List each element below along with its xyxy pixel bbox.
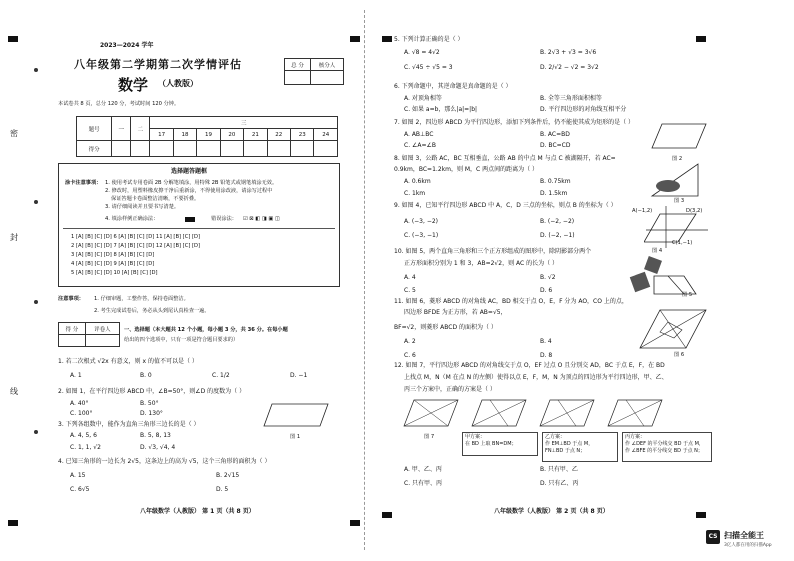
plan-yi-text: 作 EM⊥BD 于点 M， [545,441,594,447]
point-c-coordinate: C(1,−1) [672,240,693,246]
question-number: 19 [197,129,220,141]
q10-option-c[interactable]: C. 5 [404,287,416,294]
total-score-label: 总 分 [285,59,311,71]
q9-option-b[interactable]: B. (−2, −2) [540,218,575,225]
question-11-cont2: BF=√2，则菱形 ABCD 的面积为（ ） [394,324,497,331]
section-score-label: 得 分 [59,323,86,335]
registration-mark [350,36,360,42]
checker-label: 核分人 [310,59,343,71]
q11-option-b[interactable]: B. 4 [540,338,552,345]
question-12-cont2: 丙三个方案中，正确的方案是（ ） [404,386,496,393]
scanner-app-name: 扫描全能王 [724,531,764,540]
score-cell[interactable] [173,141,196,157]
question-number: 18 [173,129,196,141]
q2-option-a[interactable]: A. 40° [70,400,89,407]
q1-option-d[interactable]: D. −1 [290,372,308,379]
figure-5-squares [628,254,708,300]
q3-option-a[interactable]: A. 4, 5, 6 [70,432,97,439]
point-d-coordinate: D(3,2) [686,208,703,214]
point-a-coordinate: A(−1,2) [632,208,653,214]
q3-option-c[interactable]: C. 1, 1, √2 [70,444,101,451]
school-year: 2023—2024 学年 [100,42,154,49]
q4-option-c[interactable]: C. 6√5 [70,486,90,493]
registration-mark [696,36,706,42]
q4-option-b[interactable]: B. 2√15 [216,472,240,479]
q10-option-b[interactable]: B. √2 [540,274,556,281]
plan-yi-label: 乙方案： [545,434,566,440]
binder-seal: 密 [10,129,18,138]
checker-cell[interactable] [310,71,343,85]
q11-option-c[interactable]: C. 6 [404,352,416,359]
registration-mark [382,512,392,518]
q6-option-c[interactable]: C. 如果 a=b，那么|a|=|b| [404,106,478,113]
q12-option-b[interactable]: B. 只有甲、乙 [540,466,578,473]
question-11-cont: 四边形 BFDE 为正方形，若 AB=√5， [404,309,507,316]
answer-row[interactable]: 4 [A] [B] [C] [D] 9 [A] [B] [C] [D] [71,261,155,267]
q11-option-a[interactable]: A. 2 [404,338,416,345]
q6-option-d[interactable]: D. 平行四边形的对角线互相平分 [540,106,627,113]
figure-6-label: 图 6 [674,352,685,358]
binder-dot [34,68,38,72]
score-table [76,116,338,157]
attention-label: 注意事项： [58,296,84,302]
plan-yi [542,432,618,462]
plan-bing-text: 作 ∠DEF 的平分线交 BD 于点 M， [625,441,704,447]
q1-option-c[interactable]: C. 1/2 [212,372,230,379]
page-2 [382,0,794,561]
score-cell[interactable] [197,141,220,157]
q6-option-b[interactable]: B. 全等三角形面积相等 [540,95,602,102]
edition-label: （人教版） [158,79,198,88]
question-8-cont: 0.9km，BC=1.2km，则 M，C 两点间的距离为（ ） [394,166,539,173]
question-10: 10. 如图 5，两个直角三角形和三个正方形组成的图形中，除阴影部分两个 [394,248,592,255]
score-table-header: 题号 [77,117,112,141]
question-12-cont: 上找点 M，N（M 在点 N 的左侧）使得以点 E，F，M，N 为顶点的四边形为平行四边形，甲、乙、 [404,374,668,381]
section-grader-cell[interactable] [85,335,119,347]
exam-notice: 本试卷共 8 页，总分 120 分，考试时间 120 分钟。 [58,101,180,107]
answer-sheet-box [58,163,340,287]
question-6: 6. 下列命题中，其逆命题是真命题的是（ ） [394,83,512,90]
answer-box-title: 选择题答题框 [171,168,208,175]
question-7: 7. 如图 2，四边形 ABCD 为平行四边形，添加下列条件后，仍不能使其成为矩形的是（ ） [394,119,635,126]
rule-line: 1. 使用考试专用卷面 2B 分解笔填涂，用特殊 2B 铅笔式或钢笔填涂无效。 [105,180,278,186]
question-number: 17 [150,129,173,141]
section-score-cell[interactable] [59,335,86,347]
q1-option-a[interactable]: A. 1 [70,372,82,379]
rule-line: 4. 填涂样例正确涂法： [105,216,159,222]
q2-option-b[interactable]: B. 50° [140,400,159,407]
question-11: 11. 如图 6，菱形 ABCD 的对角线 AC，BD 相交于点 O，E，F 分为 AO，CO 上的点， [394,298,628,305]
q8-option-d[interactable]: D. 1.5km [540,190,568,197]
score-row-label: 得分 [77,141,112,157]
score-table-header: 二 [131,117,150,141]
question-5: 5. 下列计算正确的是（ ） [394,36,464,43]
q11-option-d[interactable]: D. 8 [540,352,553,359]
q3-option-d[interactable]: D. √3, √4, 4 [140,444,176,451]
page-divider [364,10,365,550]
q3-option-b[interactable]: B. 5, 8, 13 [140,432,171,439]
attention-line: 2. 考生完成试卷后，务必从头到尾认真检查一遍。 [94,308,210,314]
figure-7-parallelograms [402,396,698,432]
score-cell[interactable] [112,141,131,157]
q4-option-d[interactable]: D. 5 [216,486,229,493]
question-10-cont: 正方形面积分别为 1 和 3，AB=2√2，则 AC 的长为（ ） [404,260,558,267]
question-4: 4. 已知三角形的一边长为 2√5，这条边上的高为 √5，这个三角形的面积为（ ） [58,458,271,465]
registration-mark [8,520,18,526]
binder-cut: 封 [10,233,18,242]
q8-option-c[interactable]: C. 1km [404,190,426,197]
question-number: 23 [291,129,314,141]
question-2: 2. 如图 1，在平行四边形 ABCD 中，∠B=50°，则∠D 的度数为（ ） [58,388,246,395]
question-number: 22 [267,129,290,141]
scanner-app-tagline: 3亿人都在用的扫描App [724,543,772,548]
binder-dot [34,300,38,304]
figure-1-parallelogram [262,398,334,434]
q5-option-d[interactable]: D. 2/√2 − √2 = 3√2 [540,64,599,71]
rule-line: 3. 请仔细阅读并且要书写清楚。 [105,204,180,210]
score-cell[interactable] [291,141,314,157]
figure-5-label: 图 5 [682,292,693,298]
wrong-fill-samples: ☑ ⊠ ◧ ◨ ▣ ◫ [243,216,280,222]
attention-line: 1. 仔细审题，工整作答，保持卷面整洁。 [94,296,189,302]
answer-row[interactable]: 3 [A] [B] [C] [D] 8 [A] [B] [C] [D] [71,252,155,258]
q8-option-b[interactable]: B. 0.75km [540,178,571,185]
answer-row[interactable]: 1 [A] [B] [C] [D] 6 [A] [B] [C] [D] 11 [A] [B] [C] [D] [71,234,201,240]
figure-4-label: 图 4 [652,248,663,254]
binder-line: 线 [10,387,18,396]
q7-option-b[interactable]: B. AC=BD [540,131,570,138]
score-table-header: 一 [112,117,131,141]
question-9: 9. 如图 4，已知平行四边形 ABCD 中 A，C，D 三点的坐标，则点 B 的坐标为（ ） [394,202,617,209]
figure-2-parallelogram [650,118,710,158]
figure-1-label: 图 1 [290,434,301,440]
question-number: 24 [314,129,338,141]
total-score-cell[interactable] [285,71,311,85]
binder-dot [34,430,38,434]
score-cell[interactable] [267,141,290,157]
scanner-logo-icon: CS [706,530,720,544]
q9-option-c[interactable]: C. (−3, −1) [404,232,439,239]
figure-6-rhombus [638,306,710,352]
question-3: 3. 下列各组数中，能作为直角三角形三边长的是（ ） [58,421,200,428]
score-cell[interactable] [131,141,150,157]
q9-option-a[interactable]: A. (−3, −2) [404,218,438,225]
section1-heading: 一、选择题（本大题共 12 个小题，每小题 3 分，共 36 分。在每小题 [124,327,288,333]
q2-option-c[interactable]: C. 100° [70,410,93,417]
rules-label: 涂卡注意事项： [65,180,102,186]
q5-option-c[interactable]: C. √45 ÷ √5 = 3 [404,64,453,71]
q12-option-c[interactable]: C. 只有甲、丙 [404,480,443,487]
q10-option-d[interactable]: D. 6 [540,287,553,294]
divider [63,228,335,229]
figure-7-label: 图 7 [424,434,435,440]
q1-option-b[interactable]: B. 0 [140,372,152,379]
plan-bing-label: 丙方案： [625,434,646,440]
score-cell[interactable] [244,141,267,157]
registration-mark [382,36,392,42]
question-12: 12. 如图 7，平行四边形 ABCD 的对角线交于点 O，EF 过点 O 且分别交 AD，BC 于点 E，F，在 BD [394,362,665,369]
registration-mark [696,512,706,518]
q2-option-d[interactable]: D. 130° [140,410,163,417]
question-number: 20 [220,129,243,141]
page-footer: 八年级数学（人教版） 第 1 页（共 8 页） [140,508,255,515]
question-1: 1. 若二次根式 √2x 有意义，则 x 的值不可以是（ ） [58,358,198,365]
question-8: 8. 如图 3，公路 AC，BC 互相垂直，公路 AB 的中点 M 与点 C 被湖隔开，若 AC= [394,155,616,162]
correct-fill-sample [185,217,195,222]
figure-2-label: 图 2 [672,156,683,162]
plan-jia-text: 在 BD 上取 BN=DM； [465,441,517,447]
registration-mark [350,520,360,526]
q7-option-c[interactable]: C. ∠A=∠B [404,142,437,149]
binder-dot [34,200,38,204]
q10-option-a[interactable]: A. 4 [404,274,416,281]
rule-line: 2. 修改时，用塑料橡皮擦干净后重新涂，不得使用涂改液，请涂写过程中 [105,188,273,194]
figure-3-lake [648,160,702,200]
q9-option-d[interactable]: D. (−2, −1) [540,232,575,239]
subject-title: 数学 [118,76,149,94]
registration-mark [8,36,18,42]
page-footer: 八年级数学（人教版） 第 2 页（共 8 页） [494,508,609,515]
plan-jia-label: 甲方案： [465,434,486,440]
wrong-label: 错误涂法： [211,216,237,222]
q6-option-a[interactable]: A. 对顶角相等 [404,95,442,102]
score-table-header: 三 [150,117,338,129]
q4-option-a[interactable]: A. 15 [70,472,86,479]
q12-option-a[interactable]: A. 甲、乙、丙 [404,466,442,473]
rule-line: 保证答题卡卷面整洁清晰，不要折叠。 [111,196,200,202]
score-cell[interactable] [314,141,338,157]
section-grader-label: 评卷人 [85,323,119,335]
q5-option-b[interactable]: B. 2√3 + √3 = 3√6 [540,49,597,56]
total-score-box [284,58,344,85]
q7-option-a[interactable]: A. AB⊥BC [404,131,434,138]
section-score-box [58,322,120,347]
page-1 [0,0,382,561]
answer-row[interactable]: 2 [A] [B] [C] [D] 7 [A] [B] [C] [D] 12 [A] [B] [C] [D] [71,243,201,249]
section1-heading-cont: 给出的四个选项中，只有一项是符合题目要求的） [124,337,239,343]
question-number: 21 [244,129,267,141]
answer-row[interactable]: 5 [A] [B] [C] [D] 10 [A] [B] [C] [D] [71,270,158,276]
plan-bing [622,432,712,462]
q12-option-d[interactable]: D. 只有乙、丙 [540,480,579,487]
score-cell[interactable] [150,141,173,157]
q7-option-d[interactable]: D. BC=CD [540,142,571,149]
score-cell[interactable] [220,141,243,157]
plan-jia [462,432,538,456]
q8-option-a[interactable]: A. 0.6km [404,178,431,185]
exam-title: 八年级第二学期第二次学情评估 [74,58,242,71]
plan-yi-text: FN⊥BD 于点 N； [545,448,586,454]
figure-3-label: 图 3 [674,198,685,204]
q5-option-a[interactable]: A. √8 = 4√2 [404,49,440,56]
plan-bing-text: 作 ∠BFE 的平分线交 BD 于点 N； [625,448,703,454]
